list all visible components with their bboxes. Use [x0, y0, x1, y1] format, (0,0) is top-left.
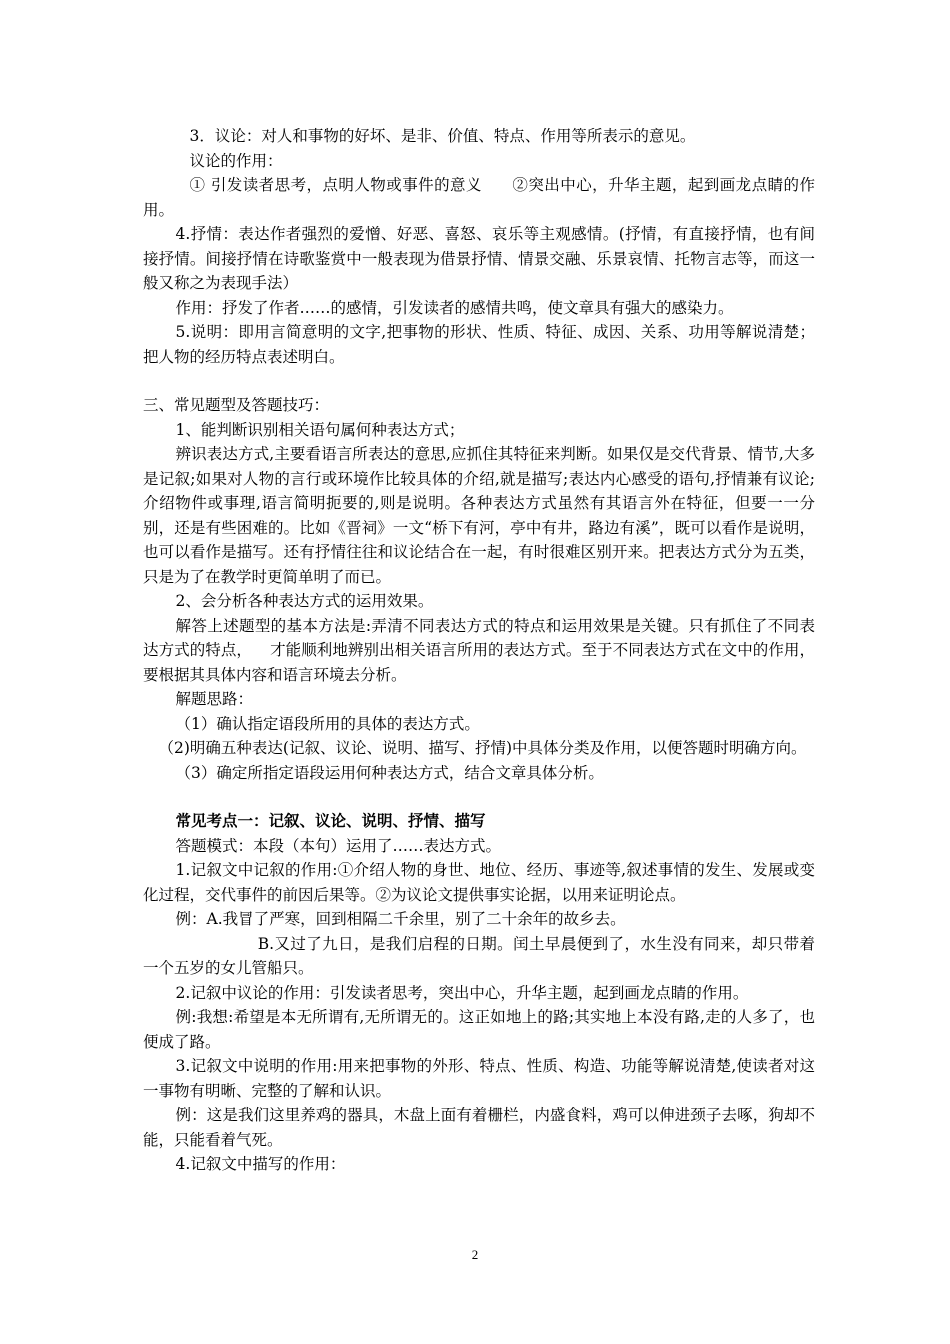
- argument-function-b: ②突出中心，升华主题，起到画龙点睛的作用。: [143, 176, 815, 219]
- page-content: [143, 124, 815, 1177]
- paragraph-argument-function: [143, 173, 815, 222]
- paragraph-explanation-definition: 5.说明：即用言简意明的文字,把事物的形状、性质、特征、成因、关系、功用等解说清楚；把人物的经历特点表述明白。: [143, 323, 815, 366]
- narration-function: 1.记叙文中记叙的作用:①介绍人物的身世、地位、经历、事迹等,叙述事情的发生、发展或变化过程，交代事件的前因后果等。②为议论文提供事实论据，以用来证明论点。: [143, 861, 815, 904]
- argument-function-a: ① 引发读者思考，点明人物或事件的意义: [189, 176, 482, 194]
- question-type-1: 1、能判断识别相关语句属何种表达方式；: [175, 420, 465, 439]
- paragraph-lyric-function: 作用：抒发了作者……的感情，引发读者的感情共鸣，使文章具有强大的感染力。: [175, 298, 734, 317]
- paragraph-argument-definition: 3．议论：对人和事物的好坏、是非、价值、特点、作用等所表示的意见。: [189, 127, 696, 145]
- approach-title: 解题思路：: [175, 690, 254, 708]
- argument-in-narrative: 2.记叙中议论的作用：引发读者思考，突出中心，升华主题，起到画龙点睛的作用。: [175, 983, 749, 1002]
- answer-template: 答题模式：本段（本句）运用了……表达方式。: [175, 836, 502, 855]
- question-type-2-body-b: 才能顺利地辨别出相关语言所用的表达方式。至于不同表达方式在文中的作用，要根据其具体内容和语言环境去分析。: [143, 641, 815, 684]
- paragraph-argument-function-title: 议论的作用：: [189, 151, 283, 170]
- narration-example-b: B.又过了九日，是我们启程的日期。闰土早晨便到了，水生没有同来，却只带着一个五岁的女儿管船只。: [143, 934, 815, 977]
- explanation-example: 例：这是我们这里养鸡的器具，木盘上面有着栅栏，内盛食料，鸡可以伸进颈子去啄，狗却不能，只能看着气死。: [143, 1106, 815, 1149]
- approach-step-2: （2)明确五种表达(记叙、议论、说明、描写、抒情)中具体分类及作用，以便答题时明确方向。: [158, 739, 807, 757]
- question-type-1-body: 辨识表达方式,主要看语言所表达的意思,应抓住其特征来判断。如果仅是交代背景、情节,大多是记叙;如果对人物的言行或环境作比较具体的介绍,就是描写;表达内心感受的语句,抒情兼有议论;介绍物件或事理,语言简明扼要的,则是说明。各种表达方式虽然有其语言外在特征，但要一一分别，还是有些困难的。比如《晋祠》一文“桥下有河，亭中有井，路边有溪”，既可以看作是说明，也可以看作是描写。还有抒情往往和议论结合在一起，有时很难区别开来。把表达方式分为五类，只是为了在教学时更简单明了而已。: [143, 445, 815, 586]
- argument-example: 例:我想:希望是本无所谓有,无所谓无的。这正如地上的路;其实地上本没有路,走的人多了，也便成了路。: [143, 1008, 815, 1051]
- question-type-2: 2、会分析各种表达方式的运用效果。: [175, 592, 434, 610]
- page-number: 2: [471, 1247, 479, 1262]
- description-in-narrative: 4.记叙文中描写的作用：: [175, 1155, 346, 1173]
- paragraph-lyric-definition: 4.抒情：表达作者强烈的爱憎、好恶、喜怒、哀乐等主观感情。(抒情，有直接抒情，也有间接抒情。间接抒情在诗歌鉴赏中一般表现为借景抒情、情景交融、乐景哀情、托物言志等，而这一般又称之为表现手法）: [143, 225, 815, 292]
- approach-step-3: （3）确定所指定语段运用何种表达方式，结合文章具体分析。: [175, 763, 604, 782]
- question-type-2-body-a: 解答上述题型的基本方法是:弄清不同表达方式的特点和运用效果是关键。只有抓住了不同表达方式的特点，: [143, 616, 815, 659]
- approach-step-1: （1）确认指定语段所用的具体的表达方式。: [175, 714, 480, 733]
- question-type-2-body: [143, 614, 815, 688]
- explanation-in-narrative: 3.记叙文中说明的作用:用来把事物的外形、特点、性质、构造、功能等解说清楚,使读者对这一事物有明晰、完整的了解和认识。: [143, 1057, 815, 1100]
- testpoint-heading: 常见考点一：记叙、议论、说明、抒情、描写: [175, 811, 486, 830]
- section-three-heading: 三、常见题型及答题技巧：: [143, 396, 330, 414]
- narration-example-a: 例：A.我冒了严寒，回到相隔二千余里，别了二十余年的故乡去。: [175, 910, 626, 928]
